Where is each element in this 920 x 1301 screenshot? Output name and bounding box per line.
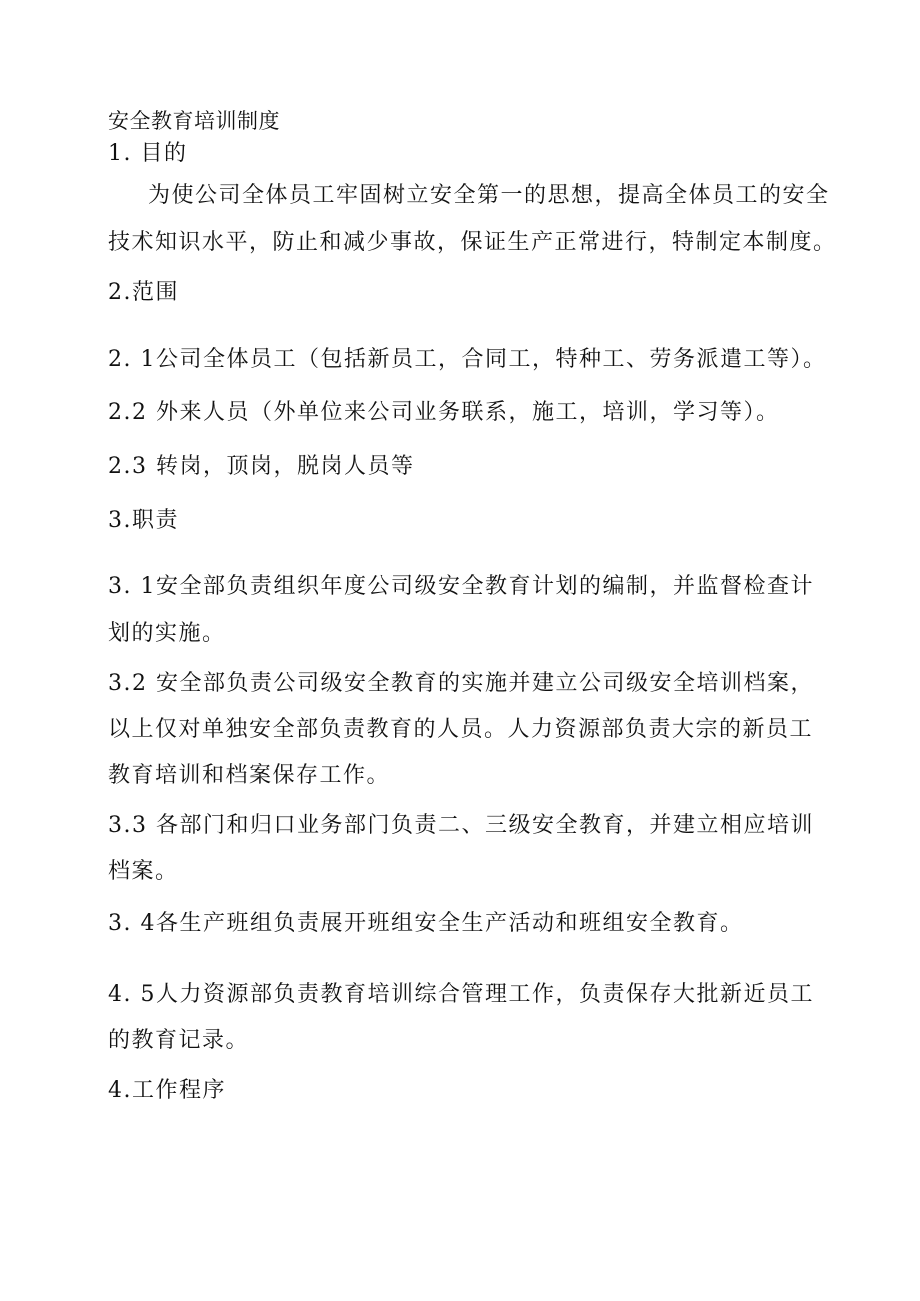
duties-item-3-4: 3. 4各生产班组负责展开班组安全生产活动和班组安全教育。 [108,911,744,936]
duties-item-3-3-line-2: 档案。 [108,859,179,884]
duties-item-3-1-line-2: 划的实施。 [108,621,226,646]
duties-item-3-2-line-3: 教育培训和档案保存工作。 [108,763,391,788]
purpose-body-line-1: 为使公司全体员工牢固树立安全第一的思想，提高全体员工的安全 [148,183,830,208]
scope-item-2-3: 2.3 转岗，顶岗，脱岗人员等 [108,454,415,479]
duties-item-3-3-line-1: 3.3 各部门和归口业务部门负责二、三级安全教育，并建立相应培训 [108,813,814,838]
document-title: 安全教育培训制度 [108,109,280,133]
purpose-heading: 1. 目的 [108,141,188,166]
duties-item-3-2-line-1: 3.2 安全部负责公司级安全教育的实施并建立公司级安全培训档案， [108,671,814,696]
duties-item-4-5-line-2: 的教育记录。 [108,1028,250,1053]
scope-item-2-2: 2.2 外来人员（外单位来公司业务联系，施工，培训，学习等）。 [108,400,780,425]
scope-heading: 2.范围 [108,280,179,305]
duties-item-4-5-line-1: 4. 5人力资源部负责教育培训综合管理工作，负责保存大批新近员工 [108,982,814,1007]
duties-item-3-2-line-2: 以上仅对单独安全部负责教育的人员。人力资源部负责大宗的新员工 [108,717,814,742]
scope-item-2-1: 2. 1公司全体员工（包括新员工，合同工，特种工、劳务派遣工等）。 [108,347,827,372]
procedure-heading: 4.工作程序 [108,1078,226,1103]
purpose-body-line-2: 技术知识水平，防止和减少事故，保证生产正常进行，特制定本制度。 [108,230,837,255]
duties-item-3-1-line-1: 3. 1安全部负责组织年度公司级安全教育计划的编制，并监督检查计 [108,574,814,599]
duties-heading: 3.职责 [108,508,179,533]
